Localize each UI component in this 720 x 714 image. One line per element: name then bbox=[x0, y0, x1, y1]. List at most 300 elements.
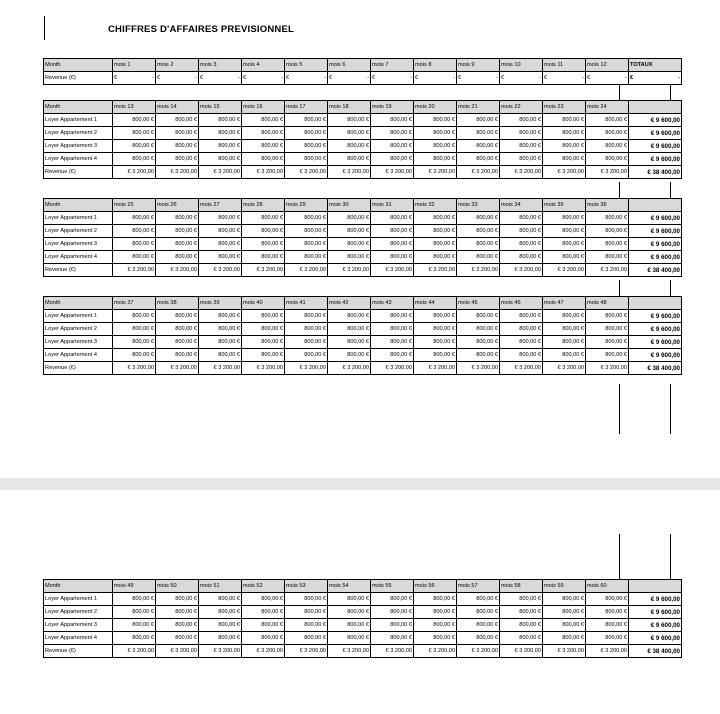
revenue-cell[interactable]: € 3 200,00 bbox=[457, 645, 500, 658]
rent-total-cell[interactable]: € 9 600,00 bbox=[629, 114, 682, 127]
revenue-cell[interactable]: € - bbox=[113, 72, 156, 85]
rent-total-cell[interactable]: € 9 600,00 bbox=[629, 238, 682, 251]
rent-cell[interactable]: 800,00 € bbox=[371, 606, 414, 619]
revenue-cell[interactable]: € 3 200,00 bbox=[371, 362, 414, 375]
month-cell[interactable]: mois 19 bbox=[371, 101, 414, 114]
rent-cell[interactable]: 800,00 € bbox=[414, 632, 457, 645]
rent-total-cell[interactable]: € 9 600,00 bbox=[629, 153, 682, 166]
rent-cell[interactable]: 800,00 € bbox=[199, 140, 242, 153]
month-cell[interactable]: mois 34 bbox=[500, 199, 543, 212]
rent-cell[interactable]: 800,00 € bbox=[328, 251, 371, 264]
revenue-cell[interactable]: € - bbox=[156, 72, 199, 85]
rent-cell[interactable]: 800,00 € bbox=[586, 619, 629, 632]
rent-cell[interactable]: 800,00 € bbox=[500, 140, 543, 153]
rent-cell[interactable]: 800,00 € bbox=[113, 593, 156, 606]
revenue-cell[interactable]: € 3 200,00 bbox=[242, 166, 285, 179]
revenue-cell[interactable]: € 3 200,00 bbox=[457, 362, 500, 375]
rent-total-cell[interactable]: € 9 600,00 bbox=[629, 212, 682, 225]
rent-cell[interactable]: 800,00 € bbox=[371, 140, 414, 153]
rent-cell[interactable]: 800,00 € bbox=[285, 212, 328, 225]
rent-cell[interactable]: 800,00 € bbox=[414, 323, 457, 336]
rent-cell[interactable]: 800,00 € bbox=[543, 225, 586, 238]
revenue-cell[interactable]: € 3 200,00 bbox=[156, 166, 199, 179]
rent-cell[interactable]: 800,00 € bbox=[199, 349, 242, 362]
revenue-cell[interactable]: € 3 200,00 bbox=[457, 264, 500, 277]
revenue-cell[interactable]: € 3 200,00 bbox=[414, 264, 457, 277]
rent-cell[interactable]: 800,00 € bbox=[586, 632, 629, 645]
loyer-label[interactable]: Loyer Appartement 2 bbox=[44, 323, 113, 336]
rent-cell[interactable]: 800,00 € bbox=[500, 606, 543, 619]
revenue-cell[interactable]: € 3 200,00 bbox=[242, 264, 285, 277]
rent-cell[interactable]: 800,00 € bbox=[156, 140, 199, 153]
rent-cell[interactable]: 800,00 € bbox=[199, 593, 242, 606]
month-cell[interactable]: mois 49 bbox=[113, 580, 156, 593]
month-cell[interactable]: mois 44 bbox=[414, 297, 457, 310]
revenue-cell[interactable]: € 3 200,00 bbox=[156, 264, 199, 277]
rent-cell[interactable]: 800,00 € bbox=[371, 212, 414, 225]
loyer-label[interactable]: Loyer Appartement 4 bbox=[44, 632, 113, 645]
rent-cell[interactable]: 800,00 € bbox=[285, 593, 328, 606]
rent-cell[interactable]: 800,00 € bbox=[414, 619, 457, 632]
rent-cell[interactable]: 800,00 € bbox=[199, 310, 242, 323]
revenue-cell[interactable]: € 3 200,00 bbox=[414, 362, 457, 375]
totaux-header[interactable]: TOTAUX bbox=[629, 59, 682, 72]
totaux-header[interactable] bbox=[629, 199, 682, 212]
rent-cell[interactable]: 800,00 € bbox=[156, 153, 199, 166]
month-cell[interactable]: mois 52 bbox=[242, 580, 285, 593]
revenue-cell[interactable]: € 3 200,00 bbox=[199, 166, 242, 179]
month-header[interactable]: Month bbox=[44, 297, 113, 310]
month-cell[interactable]: mois 33 bbox=[457, 199, 500, 212]
revenue-cell[interactable]: € 3 200,00 bbox=[285, 264, 328, 277]
rent-cell[interactable]: 800,00 € bbox=[285, 632, 328, 645]
loyer-label[interactable]: Loyer Appartement 3 bbox=[44, 336, 113, 349]
month-cell[interactable]: mois 42 bbox=[328, 297, 371, 310]
rent-total-cell[interactable]: € 9 600,00 bbox=[629, 606, 682, 619]
rent-cell[interactable]: 800,00 € bbox=[242, 238, 285, 251]
rent-cell[interactable]: 800,00 € bbox=[242, 593, 285, 606]
rent-cell[interactable]: 800,00 € bbox=[285, 310, 328, 323]
rent-cell[interactable]: 800,00 € bbox=[457, 251, 500, 264]
loyer-label[interactable]: Loyer Appartement 2 bbox=[44, 225, 113, 238]
rent-cell[interactable]: 800,00 € bbox=[199, 153, 242, 166]
rent-cell[interactable]: 800,00 € bbox=[500, 238, 543, 251]
rent-cell[interactable]: 800,00 € bbox=[242, 212, 285, 225]
rent-cell[interactable]: 800,00 € bbox=[500, 127, 543, 140]
rent-cell[interactable]: 800,00 € bbox=[285, 127, 328, 140]
rent-cell[interactable]: 800,00 € bbox=[371, 323, 414, 336]
rent-cell[interactable]: 800,00 € bbox=[156, 225, 199, 238]
month-cell[interactable]: mois 59 bbox=[543, 580, 586, 593]
rent-cell[interactable]: 800,00 € bbox=[414, 153, 457, 166]
revenue-cell[interactable]: € 3 200,00 bbox=[586, 645, 629, 658]
loyer-label[interactable]: Loyer Appartement 4 bbox=[44, 153, 113, 166]
rent-cell[interactable]: 800,00 € bbox=[371, 251, 414, 264]
rent-cell[interactable]: 800,00 € bbox=[285, 619, 328, 632]
revenue-cell[interactable]: € 3 200,00 bbox=[414, 645, 457, 658]
revenue-cell[interactable]: € 3 200,00 bbox=[371, 166, 414, 179]
month-cell[interactable]: mois 21 bbox=[457, 101, 500, 114]
rent-cell[interactable]: 800,00 € bbox=[586, 349, 629, 362]
rent-cell[interactable]: 800,00 € bbox=[586, 593, 629, 606]
rent-cell[interactable]: 800,00 € bbox=[543, 619, 586, 632]
rent-cell[interactable]: 800,00 € bbox=[156, 127, 199, 140]
rent-total-cell[interactable]: € 9 600,00 bbox=[629, 349, 682, 362]
rent-total-cell[interactable]: € 9 600,00 bbox=[629, 336, 682, 349]
revenue-cell[interactable]: € - bbox=[586, 72, 629, 85]
rent-cell[interactable]: 800,00 € bbox=[414, 140, 457, 153]
rent-cell[interactable]: 800,00 € bbox=[113, 238, 156, 251]
rent-cell[interactable]: 800,00 € bbox=[328, 619, 371, 632]
month-header[interactable]: Month bbox=[44, 580, 113, 593]
rent-total-cell[interactable]: € 9 600,00 bbox=[629, 619, 682, 632]
rent-cell[interactable]: 800,00 € bbox=[285, 349, 328, 362]
rent-cell[interactable]: 800,00 € bbox=[500, 619, 543, 632]
rent-cell[interactable]: 800,00 € bbox=[543, 632, 586, 645]
month-cell[interactable]: mois 37 bbox=[113, 297, 156, 310]
month-cell[interactable]: mois 38 bbox=[156, 297, 199, 310]
rent-cell[interactable]: 800,00 € bbox=[457, 127, 500, 140]
revenue-cell[interactable]: € 3 200,00 bbox=[500, 166, 543, 179]
revenue-cell[interactable]: € 3 200,00 bbox=[199, 362, 242, 375]
revenue-cell[interactable]: € 3 200,00 bbox=[500, 645, 543, 658]
revenue-cell[interactable]: € 3 200,00 bbox=[543, 166, 586, 179]
month-cell[interactable]: mois 27 bbox=[199, 199, 242, 212]
rent-cell[interactable]: 800,00 € bbox=[457, 225, 500, 238]
month-cell[interactable]: mois 4 bbox=[242, 59, 285, 72]
rent-total-cell[interactable]: € 9 600,00 bbox=[629, 323, 682, 336]
rent-cell[interactable]: 800,00 € bbox=[500, 632, 543, 645]
rent-total-cell[interactable]: € 9 600,00 bbox=[629, 127, 682, 140]
rent-cell[interactable]: 800,00 € bbox=[543, 153, 586, 166]
month-cell[interactable]: mois 13 bbox=[113, 101, 156, 114]
month-cell[interactable]: mois 40 bbox=[242, 297, 285, 310]
revenue-cell[interactable]: € 3 200,00 bbox=[199, 645, 242, 658]
revenue-cell[interactable]: € - bbox=[500, 72, 543, 85]
revenue-cell[interactable]: € - bbox=[242, 72, 285, 85]
month-cell[interactable]: mois 39 bbox=[199, 297, 242, 310]
rent-cell[interactable]: 800,00 € bbox=[543, 114, 586, 127]
rent-cell[interactable]: 800,00 € bbox=[328, 225, 371, 238]
revenue-cell[interactable]: € 3 200,00 bbox=[371, 264, 414, 277]
loyer-label[interactable]: Loyer Appartement 2 bbox=[44, 127, 113, 140]
rent-total-cell[interactable]: € 9 600,00 bbox=[629, 310, 682, 323]
totaux-header[interactable] bbox=[629, 101, 682, 114]
month-cell[interactable]: mois 7 bbox=[371, 59, 414, 72]
rent-cell[interactable]: 800,00 € bbox=[586, 336, 629, 349]
loyer-label[interactable]: Loyer Appartement 1 bbox=[44, 114, 113, 127]
rent-cell[interactable]: 800,00 € bbox=[242, 140, 285, 153]
revenue-cell[interactable]: € 3 200,00 bbox=[328, 264, 371, 277]
rent-cell[interactable]: 800,00 € bbox=[371, 127, 414, 140]
rent-cell[interactable]: 800,00 € bbox=[156, 238, 199, 251]
rent-cell[interactable]: 800,00 € bbox=[414, 114, 457, 127]
month-cell[interactable]: mois 5 bbox=[285, 59, 328, 72]
month-cell[interactable]: mois 2 bbox=[156, 59, 199, 72]
rent-cell[interactable]: 800,00 € bbox=[371, 593, 414, 606]
month-cell[interactable]: mois 57 bbox=[457, 580, 500, 593]
revenue-label[interactable]: Revenue (€) bbox=[44, 166, 113, 179]
rent-cell[interactable]: 800,00 € bbox=[414, 238, 457, 251]
rent-cell[interactable]: 800,00 € bbox=[500, 114, 543, 127]
revenue-cell[interactable]: € 3 200,00 bbox=[199, 264, 242, 277]
rent-cell[interactable]: 800,00 € bbox=[543, 127, 586, 140]
month-cell[interactable]: mois 20 bbox=[414, 101, 457, 114]
rent-cell[interactable]: 800,00 € bbox=[543, 212, 586, 225]
rent-cell[interactable]: 800,00 € bbox=[113, 310, 156, 323]
month-cell[interactable]: mois 3 bbox=[199, 59, 242, 72]
rent-cell[interactable]: 800,00 € bbox=[586, 212, 629, 225]
loyer-label[interactable]: Loyer Appartement 3 bbox=[44, 238, 113, 251]
month-cell[interactable]: mois 18 bbox=[328, 101, 371, 114]
revenue-label[interactable]: Revenue (€) bbox=[44, 362, 113, 375]
rent-cell[interactable]: 800,00 € bbox=[285, 336, 328, 349]
loyer-label[interactable]: Loyer Appartement 2 bbox=[44, 606, 113, 619]
rent-cell[interactable]: 800,00 € bbox=[113, 127, 156, 140]
rent-cell[interactable]: 800,00 € bbox=[500, 212, 543, 225]
rent-cell[interactable]: 800,00 € bbox=[113, 153, 156, 166]
rent-cell[interactable]: 800,00 € bbox=[285, 238, 328, 251]
rent-cell[interactable]: 800,00 € bbox=[199, 632, 242, 645]
rent-cell[interactable]: 800,00 € bbox=[414, 251, 457, 264]
month-cell[interactable]: mois 22 bbox=[500, 101, 543, 114]
rent-cell[interactable]: 800,00 € bbox=[414, 593, 457, 606]
revenue-cell[interactable]: € 3 200,00 bbox=[371, 645, 414, 658]
rent-cell[interactable]: 800,00 € bbox=[457, 632, 500, 645]
month-cell[interactable]: mois 26 bbox=[156, 199, 199, 212]
rent-cell[interactable]: 800,00 € bbox=[371, 225, 414, 238]
revenue-cell[interactable]: € 3 200,00 bbox=[543, 645, 586, 658]
revenue-total-cell[interactable]: € 38 400,00 bbox=[629, 645, 682, 658]
rent-cell[interactable]: 800,00 € bbox=[586, 140, 629, 153]
month-cell[interactable]: mois 25 bbox=[113, 199, 156, 212]
revenue-total-cell[interactable]: € 38 400,00 bbox=[629, 362, 682, 375]
rent-cell[interactable]: 800,00 € bbox=[500, 323, 543, 336]
totaux-header[interactable] bbox=[629, 580, 682, 593]
month-cell[interactable]: mois 17 bbox=[285, 101, 328, 114]
rent-cell[interactable]: 800,00 € bbox=[242, 114, 285, 127]
month-cell[interactable]: mois 36 bbox=[586, 199, 629, 212]
month-cell[interactable]: mois 45 bbox=[457, 297, 500, 310]
rent-cell[interactable]: 800,00 € bbox=[113, 336, 156, 349]
rent-cell[interactable]: 800,00 € bbox=[242, 251, 285, 264]
rent-cell[interactable]: 800,00 € bbox=[371, 349, 414, 362]
rent-cell[interactable]: 800,00 € bbox=[285, 323, 328, 336]
rent-cell[interactable]: 800,00 € bbox=[113, 114, 156, 127]
rent-cell[interactable]: 800,00 € bbox=[328, 310, 371, 323]
rent-cell[interactable]: 800,00 € bbox=[371, 310, 414, 323]
revenue-cell[interactable]: € 3 200,00 bbox=[457, 166, 500, 179]
rent-cell[interactable]: 800,00 € bbox=[457, 238, 500, 251]
revenue-label[interactable]: Revenue (€) bbox=[44, 72, 113, 85]
rent-cell[interactable]: 800,00 € bbox=[242, 127, 285, 140]
rent-cell[interactable]: 800,00 € bbox=[586, 323, 629, 336]
rent-cell[interactable]: 800,00 € bbox=[156, 632, 199, 645]
rent-cell[interactable]: 800,00 € bbox=[113, 606, 156, 619]
revenue-cell[interactable]: € 3 200,00 bbox=[156, 645, 199, 658]
revenue-cell[interactable]: € - bbox=[285, 72, 328, 85]
month-cell[interactable]: mois 24 bbox=[586, 101, 629, 114]
month-cell[interactable]: mois 60 bbox=[586, 580, 629, 593]
rent-cell[interactable]: 800,00 € bbox=[457, 593, 500, 606]
rent-cell[interactable]: 800,00 € bbox=[500, 251, 543, 264]
rent-cell[interactable]: 800,00 € bbox=[285, 114, 328, 127]
revenue-cell[interactable]: € - bbox=[371, 72, 414, 85]
rent-cell[interactable]: 800,00 € bbox=[328, 593, 371, 606]
rent-cell[interactable]: 800,00 € bbox=[242, 619, 285, 632]
rent-cell[interactable]: 800,00 € bbox=[457, 323, 500, 336]
rent-cell[interactable]: 800,00 € bbox=[586, 238, 629, 251]
rent-cell[interactable]: 800,00 € bbox=[500, 336, 543, 349]
month-cell[interactable]: mois 28 bbox=[242, 199, 285, 212]
revenue-cell[interactable]: € 3 200,00 bbox=[543, 264, 586, 277]
revenue-cell[interactable]: € 3 200,00 bbox=[500, 362, 543, 375]
month-header[interactable]: Month bbox=[44, 101, 113, 114]
rent-cell[interactable]: 800,00 € bbox=[586, 606, 629, 619]
rent-cell[interactable]: 800,00 € bbox=[457, 619, 500, 632]
rent-cell[interactable]: 800,00 € bbox=[328, 336, 371, 349]
rent-cell[interactable]: 800,00 € bbox=[242, 606, 285, 619]
month-cell[interactable]: mois 15 bbox=[199, 101, 242, 114]
rent-cell[interactable]: 800,00 € bbox=[543, 323, 586, 336]
loyer-label[interactable]: Loyer Appartement 4 bbox=[44, 349, 113, 362]
rent-cell[interactable]: 800,00 € bbox=[371, 238, 414, 251]
month-cell[interactable]: mois 6 bbox=[328, 59, 371, 72]
rent-cell[interactable]: 800,00 € bbox=[156, 606, 199, 619]
revenue-label[interactable]: Revenue (€) bbox=[44, 645, 113, 658]
revenue-cell[interactable]: € 3 200,00 bbox=[586, 166, 629, 179]
revenue-cell[interactable]: € 3 200,00 bbox=[543, 362, 586, 375]
rent-cell[interactable]: 800,00 € bbox=[414, 606, 457, 619]
month-cell[interactable]: mois 35 bbox=[543, 199, 586, 212]
revenue-total-cell[interactable]: € 38 400,00 bbox=[629, 264, 682, 277]
revenue-cell[interactable]: € 3 200,00 bbox=[113, 166, 156, 179]
month-cell[interactable]: mois 30 bbox=[328, 199, 371, 212]
month-cell[interactable]: mois 55 bbox=[371, 580, 414, 593]
rent-cell[interactable]: 800,00 € bbox=[242, 632, 285, 645]
revenue-cell[interactable]: € - bbox=[199, 72, 242, 85]
month-cell[interactable]: mois 50 bbox=[156, 580, 199, 593]
rent-cell[interactable]: 800,00 € bbox=[543, 336, 586, 349]
month-cell[interactable]: mois 12 bbox=[586, 59, 629, 72]
rent-cell[interactable]: 800,00 € bbox=[586, 114, 629, 127]
revenue-cell[interactable]: € 3 200,00 bbox=[242, 362, 285, 375]
rent-cell[interactable]: 800,00 € bbox=[457, 153, 500, 166]
rent-cell[interactable]: 800,00 € bbox=[543, 140, 586, 153]
revenue-cell[interactable]: € 3 200,00 bbox=[328, 645, 371, 658]
revenue-cell[interactable]: € 3 200,00 bbox=[242, 645, 285, 658]
month-cell[interactable]: mois 11 bbox=[543, 59, 586, 72]
month-cell[interactable]: mois 48 bbox=[586, 297, 629, 310]
rent-cell[interactable]: 800,00 € bbox=[156, 212, 199, 225]
rent-cell[interactable]: 800,00 € bbox=[500, 349, 543, 362]
revenue-cell[interactable]: € - bbox=[457, 72, 500, 85]
revenue-cell[interactable]: € 3 200,00 bbox=[414, 166, 457, 179]
rent-total-cell[interactable]: € 9 600,00 bbox=[629, 632, 682, 645]
rent-cell[interactable]: 800,00 € bbox=[199, 336, 242, 349]
loyer-label[interactable]: Loyer Appartement 1 bbox=[44, 212, 113, 225]
rent-cell[interactable]: 800,00 € bbox=[113, 323, 156, 336]
revenue-cell[interactable]: € 3 200,00 bbox=[500, 264, 543, 277]
rent-cell[interactable]: 800,00 € bbox=[543, 251, 586, 264]
rent-cell[interactable]: 800,00 € bbox=[371, 336, 414, 349]
rent-cell[interactable]: 800,00 € bbox=[586, 127, 629, 140]
rent-cell[interactable]: 800,00 € bbox=[457, 336, 500, 349]
loyer-label[interactable]: Loyer Appartement 3 bbox=[44, 140, 113, 153]
month-cell[interactable]: mois 54 bbox=[328, 580, 371, 593]
rent-cell[interactable]: 800,00 € bbox=[156, 310, 199, 323]
rent-cell[interactable]: 800,00 € bbox=[328, 238, 371, 251]
rent-cell[interactable]: 800,00 € bbox=[500, 593, 543, 606]
rent-cell[interactable]: 800,00 € bbox=[543, 606, 586, 619]
month-cell[interactable]: mois 58 bbox=[500, 580, 543, 593]
rent-total-cell[interactable]: € 9 600,00 bbox=[629, 140, 682, 153]
rent-cell[interactable]: 800,00 € bbox=[285, 251, 328, 264]
rent-cell[interactable]: 800,00 € bbox=[414, 225, 457, 238]
month-cell[interactable]: mois 46 bbox=[500, 297, 543, 310]
rent-total-cell[interactable]: € 9 600,00 bbox=[629, 593, 682, 606]
month-cell[interactable]: mois 47 bbox=[543, 297, 586, 310]
rent-cell[interactable]: 800,00 € bbox=[285, 225, 328, 238]
rent-cell[interactable]: 800,00 € bbox=[414, 212, 457, 225]
rent-cell[interactable]: 800,00 € bbox=[543, 238, 586, 251]
rent-cell[interactable]: 800,00 € bbox=[543, 310, 586, 323]
rent-cell[interactable]: 800,00 € bbox=[113, 225, 156, 238]
rent-cell[interactable]: 800,00 € bbox=[242, 323, 285, 336]
rent-cell[interactable]: 800,00 € bbox=[156, 349, 199, 362]
month-cell[interactable]: mois 23 bbox=[543, 101, 586, 114]
rent-cell[interactable]: 800,00 € bbox=[414, 349, 457, 362]
rent-cell[interactable]: 800,00 € bbox=[113, 619, 156, 632]
rent-cell[interactable]: 800,00 € bbox=[113, 140, 156, 153]
revenue-cell[interactable]: € 3 200,00 bbox=[285, 362, 328, 375]
rent-cell[interactable]: 800,00 € bbox=[156, 593, 199, 606]
rent-cell[interactable]: 800,00 € bbox=[457, 212, 500, 225]
rent-cell[interactable]: 800,00 € bbox=[199, 212, 242, 225]
rent-cell[interactable]: 800,00 € bbox=[113, 212, 156, 225]
month-cell[interactable]: mois 43 bbox=[371, 297, 414, 310]
revenue-total-cell[interactable]: € 38 400,00 bbox=[629, 166, 682, 179]
month-cell[interactable]: mois 56 bbox=[414, 580, 457, 593]
rent-cell[interactable]: 800,00 € bbox=[457, 310, 500, 323]
rent-cell[interactable]: 800,00 € bbox=[199, 238, 242, 251]
month-cell[interactable]: mois 41 bbox=[285, 297, 328, 310]
rent-cell[interactable]: 800,00 € bbox=[199, 619, 242, 632]
rent-cell[interactable]: 800,00 € bbox=[199, 251, 242, 264]
rent-cell[interactable]: 800,00 € bbox=[414, 336, 457, 349]
month-header[interactable]: Month bbox=[44, 59, 113, 72]
month-cell[interactable]: mois 9 bbox=[457, 59, 500, 72]
rent-total-cell[interactable]: € 9 600,00 bbox=[629, 225, 682, 238]
month-cell[interactable]: mois 14 bbox=[156, 101, 199, 114]
loyer-label[interactable]: Loyer Appartement 3 bbox=[44, 619, 113, 632]
totaux-header[interactable] bbox=[629, 297, 682, 310]
rent-cell[interactable]: 800,00 € bbox=[199, 323, 242, 336]
month-cell[interactable]: mois 8 bbox=[414, 59, 457, 72]
revenue-total-cell[interactable]: € - bbox=[629, 72, 682, 85]
revenue-cell[interactable]: € 3 200,00 bbox=[156, 362, 199, 375]
revenue-cell[interactable]: € 3 200,00 bbox=[586, 362, 629, 375]
rent-cell[interactable]: 800,00 € bbox=[285, 140, 328, 153]
rent-cell[interactable]: 800,00 € bbox=[156, 336, 199, 349]
month-cell[interactable]: mois 31 bbox=[371, 199, 414, 212]
revenue-cell[interactable]: € 3 200,00 bbox=[113, 264, 156, 277]
rent-cell[interactable]: 800,00 € bbox=[242, 225, 285, 238]
rent-cell[interactable]: 800,00 € bbox=[328, 140, 371, 153]
month-cell[interactable]: mois 29 bbox=[285, 199, 328, 212]
revenue-cell[interactable]: € - bbox=[543, 72, 586, 85]
loyer-label[interactable]: Loyer Appartement 4 bbox=[44, 251, 113, 264]
